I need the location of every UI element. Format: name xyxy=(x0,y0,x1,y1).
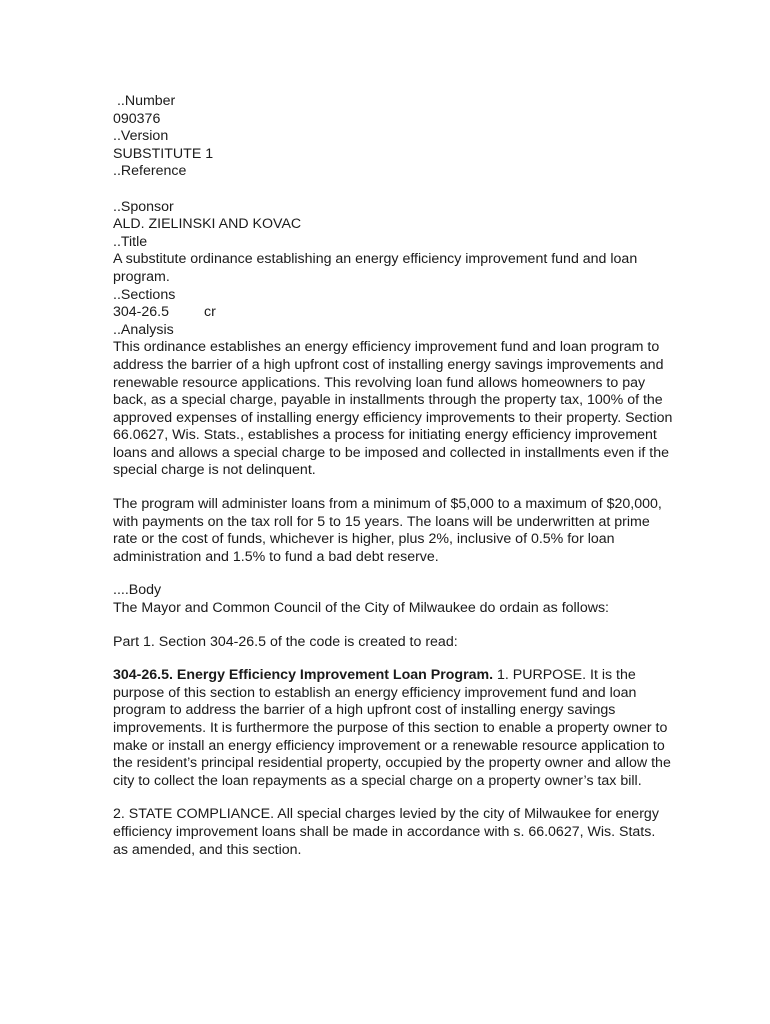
sections-label: ..Sections xyxy=(113,286,176,303)
analysis-label: ..Analysis xyxy=(113,321,174,338)
spacer xyxy=(113,651,673,667)
spacer xyxy=(113,181,673,199)
section-action: cr xyxy=(204,304,216,321)
purpose-text: 1. PURPOSE. It is the purpose of this section to establish an energy efficiency improvement fund and loan program to address the barrier of a high upfront cost of installing energy savings improvements. It is furthermore the purpose of this section to enable a property owner to make or install an energy efficiency improvement or a renewable resource application to the resident’s principal residential property, occupied by the property owner and allow the city to collect the loan repayments as a special charge on a property owner’s tax bill. xyxy=(113,667,671,789)
version-label: ..Version xyxy=(113,128,169,145)
body-label: ....Body xyxy=(113,582,162,599)
analysis-paragraph-1: This ordinance establishes an energy efficiency improvement fund and loan program to address the barrier of a high upfront cost of installing energy savings improvements and renewable resource applications. This revolving loan fund allows homeowners to pay back, as a special charge, payable in installments through the property tax, 100% of the approved expenses of installing energy efficiency improvements to their property. Section 66.0627, Wis. Stats., establishes a process for initiating energy efficiency improvement loans and allows a special charge to be imposed and collected in installments even if the special charge is not delinquent. xyxy=(113,339,673,479)
enacting-clause: The Mayor and Common Council of the City of Milwaukee do ordain as follows: xyxy=(113,600,610,617)
section-heading: 304-26.5. Energy Efficiency Improvement Loan Program. xyxy=(113,667,494,684)
title-label: ..Title xyxy=(113,233,148,250)
title-value: A substitute ordinance establishing an energy efficiency improvement fund and loan program. xyxy=(113,251,638,285)
part-1: Part 1. Section 304-26.5 of the code is created to read: xyxy=(113,633,458,650)
spacer xyxy=(113,480,673,496)
version-value: SUBSTITUTE 1 xyxy=(113,145,214,162)
number-label: ..Number xyxy=(113,93,176,109)
section-row xyxy=(113,304,673,322)
number-value: 090376 xyxy=(113,110,161,127)
document-page xyxy=(113,93,673,859)
spacer xyxy=(113,618,673,634)
spacer xyxy=(113,566,673,582)
reference-label: ..Reference xyxy=(113,163,187,180)
sponsor-value: ALD. ZIELINSKI AND KOVAC xyxy=(113,216,302,233)
state-compliance-paragraph: 2. STATE COMPLIANCE. All special charges levied by the city of Milwaukee for energy efficiency improvement loans shall be made in accordance with s. 66.0627, Wis. Stats. as amended, and this section. xyxy=(113,806,659,858)
purpose-paragraph xyxy=(113,667,673,790)
spacer xyxy=(113,790,673,806)
sponsor-label: ..Sponsor xyxy=(113,198,174,215)
analysis-paragraph-2: The program will administer loans from a minimum of $5,000 to a maximum of $20,000, with payments on the tax roll for 5 to 15 years. The loans will be underwritten at prime rate or the cost of funds, whichever is higher, plus 2%, inclusive of 0.5% for loan administration and 1.5% to fund a bad debt reserve. xyxy=(113,496,662,565)
section-number: 304-26.5 xyxy=(113,304,170,321)
